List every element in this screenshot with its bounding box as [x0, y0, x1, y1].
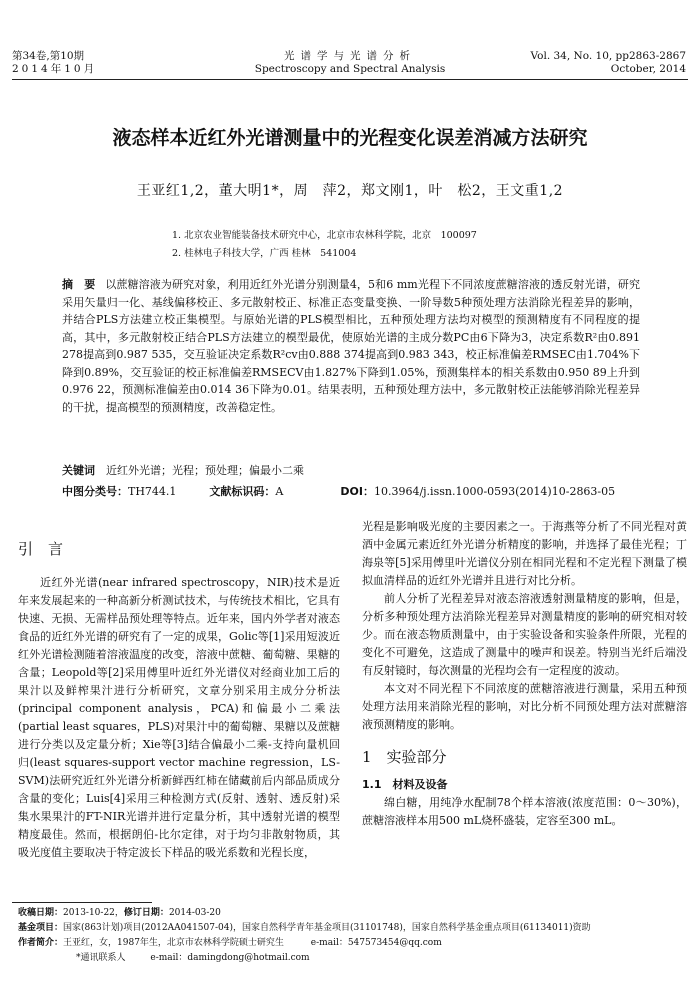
footnote-rule — [12, 902, 152, 903]
revised-date: 2014-03-20 — [168, 908, 221, 918]
clc-value: TH744.1 — [128, 485, 177, 498]
correspondence-line — [18, 951, 688, 966]
intro-paragraph-1: 近红外光谱(near infrared spectroscopy，NIR)技术是近年来发展起来的一种高新分析测试技术，与传统技术相比，它具有快速、无损、无需样品预处理等特点。近年来，国内外学者对液态食品的近红外光谱的研究有了一定的成果，Golic等[1]采用短波近红外光谱检测随着溶液温度的改变，溶液中蔗糖、葡萄糖、果糖的含量；Leopold等[2]采用傅里叶近红外光谱仪对经商业加工后的果汁以及鲜榨果汁进行分析研究，文章分别采用主成分分析法(principal component analysis，PCA)和偏最小二乘法(partial least squares，PLS)对果汁中的葡萄糖、果糖以及蔗糖进行分类以及定量分析；Xie等[3]结合偏最小二乘-支持向量机回归(least squares-support vector machine regression，LS-SVM)法研究近红外光谱分析新鲜西红柿在储藏前后内部品质成分含量的变化；Luis[4]采用三种检测方式(反射、透射、透反射)采集水果果汁的FT-NIR光谱并进行定量分析，其中透射光谱的模型精度最佳。然而，根据朗伯-比尔定律，对于均匀非散射物质，其吸光度值主要取决于特定波长下样品的吸光系数和光程长度， — [18, 576, 340, 859]
bio-text: 王亚红，女，1987年生，北京市农林科学院硕士研究生 — [63, 938, 284, 948]
journal-name-en: Spectroscopy and Spectral Analysis — [254, 63, 446, 75]
affiliation-1: 1. 北京农业智能装备技术研究中心，北京市农林科学院，北京 100097 — [172, 230, 477, 241]
paper-title: 液态样本近红外光谱测量中的光程变化误差消减方法研究 — [112, 127, 588, 149]
right-column — [362, 518, 687, 830]
intro-paragraph-2: 光程是影响吸光度的主要因素之一。于海燕等分析了不同光程对黄酒中金属元素近红外光谱分析精度的影响，并选择了最佳光程；丁海泉等[5]采用傅里叶光谱仪分别在相同光程和不定光程下测量了模拟血清样品的近红外光谱并且进行对比分析。 — [362, 520, 687, 587]
footnotes — [18, 906, 688, 966]
dates-line — [18, 906, 688, 921]
doc-code-value: A — [275, 485, 284, 498]
fund-text: 国家(863计划)项目(2012AA041507-04)，国家自然科学青年基金项目(31101748)，国家自然科学基金重点项目(61134011)资助 — [63, 923, 591, 933]
keywords — [62, 462, 304, 478]
fund-line — [18, 921, 688, 936]
received-label: 收稿日期： — [18, 908, 64, 918]
left-column — [18, 574, 340, 862]
received-date: 2013-10-22， — [63, 908, 124, 918]
corr-email: e-mail：damingdong@hotmail.com — [150, 953, 310, 963]
revised-label: 修订日期： — [123, 908, 169, 918]
abstract — [62, 276, 640, 416]
doc-code-label: 文献标识码： — [209, 485, 276, 498]
bio-label: 作者简介： — [18, 938, 64, 948]
fund-label: 基金项目： — [18, 923, 64, 933]
bio-line — [18, 936, 688, 951]
materials-paragraph: 绵白糖，用纯净水配制78个样本溶液(浓度范围：0～30%)，蔗糖溶液样本用500 mL烧杯盛装，定容至300 mL。 — [362, 796, 687, 827]
journal-name-cn: 光谱学与光谱分析 — [284, 50, 416, 62]
date-en: October, 2014 — [610, 63, 686, 75]
keywords-text: 近红外光谱；光程；预处理；偏最小二乘 — [106, 464, 304, 477]
doi-label: DOI： — [340, 485, 374, 498]
bio-email: e-mail：547573454@qq.com — [310, 938, 442, 948]
intro-heading: 引 言 — [18, 540, 64, 558]
header-issue — [531, 50, 686, 76]
volume-cn: 第34卷,第10期 — [12, 50, 85, 62]
keywords-label: 关键词 — [62, 464, 95, 477]
header-rule — [12, 79, 688, 80]
section-heading: 1 实验部分 — [362, 748, 447, 766]
intro-paragraph-3: 前人分析了光程差异对液态溶液透射测量精度的影响，但是，分析多种预处理方法消除光程差异对测量精度的影响的研究相对较少。而在液态物质测量中，由于实验设备和实验条件所限，光程的变化不可避免，这造成了测量中的噪声和误差。特别当光纤后端没有反射镜时，每次测量的光程均会有一定程度的波动。 — [362, 592, 687, 677]
abstract-label: 摘 要 — [62, 278, 96, 291]
subsection-heading: 1.1 材料及设备 — [362, 778, 448, 791]
doi-value: 10.3964/j.issn.1000-0593(2014)10-2863-05 — [373, 485, 616, 498]
corr-label: *通讯联系人 — [76, 953, 126, 963]
affiliation-2: 2. 桂林电子科技大学，广西 桂林 541004 — [172, 248, 357, 259]
volume-en: Vol. 34, No. 10, pp2863-2867 — [530, 50, 686, 62]
clc-label: 中图分类号： — [62, 485, 128, 498]
classification-line — [62, 483, 615, 499]
abstract-text: 以蔗糖溶液为研究对象，利用近红外光谱分别测量4，5和6 mm光程下不同浓度蔗糖溶液的透反射光谱，研究采用矢量归一化、基线偏移校正、多元散射校正、标准正态变量变换、一阶导数5种预处理方法消除光程差异的影响，并结合PLS方法建立校正集模型。与原始光谱的PLS模型相比，五种预处理方法均对模型的预测精度有不同程度的提高，其中，多元散射校正结合PLS方法建立的模型最优，使原始光谱的主成分数PC由6下降为3，决定系数R²由0.891 278提高到0.987 535，交互验证决定系数R²cv由0.888 374提高到0.983 343，校正标准偏差RMSEC由1.704%下降到0.89%，交互验证的校正标准偏差RMSECV由1.827%下降到1.05%，预测集样本的相关系数由0.950 89上升到0.976 22，预测标准偏差由0.014 36下降为0.01。结果表明，五种预处理方法中，多元散射校正法能够消除光程差异的干扰，提高模型的预测精度，改善稳定性。 — [62, 278, 640, 414]
intro-paragraph-4: 本文对不同光程下不同浓度的蔗糖溶液进行测量，采用五种预处理方法用来消除光程的影响，对比分析不同预处理方法对蔗糖溶液预测精度的影响。 — [362, 682, 687, 731]
author-list: 王亚红1,2，董大明1*，周 萍2，郑文刚1，叶 松2，王文重1,2 — [136, 183, 564, 199]
date-cn: 2014年10月 — [12, 63, 98, 75]
